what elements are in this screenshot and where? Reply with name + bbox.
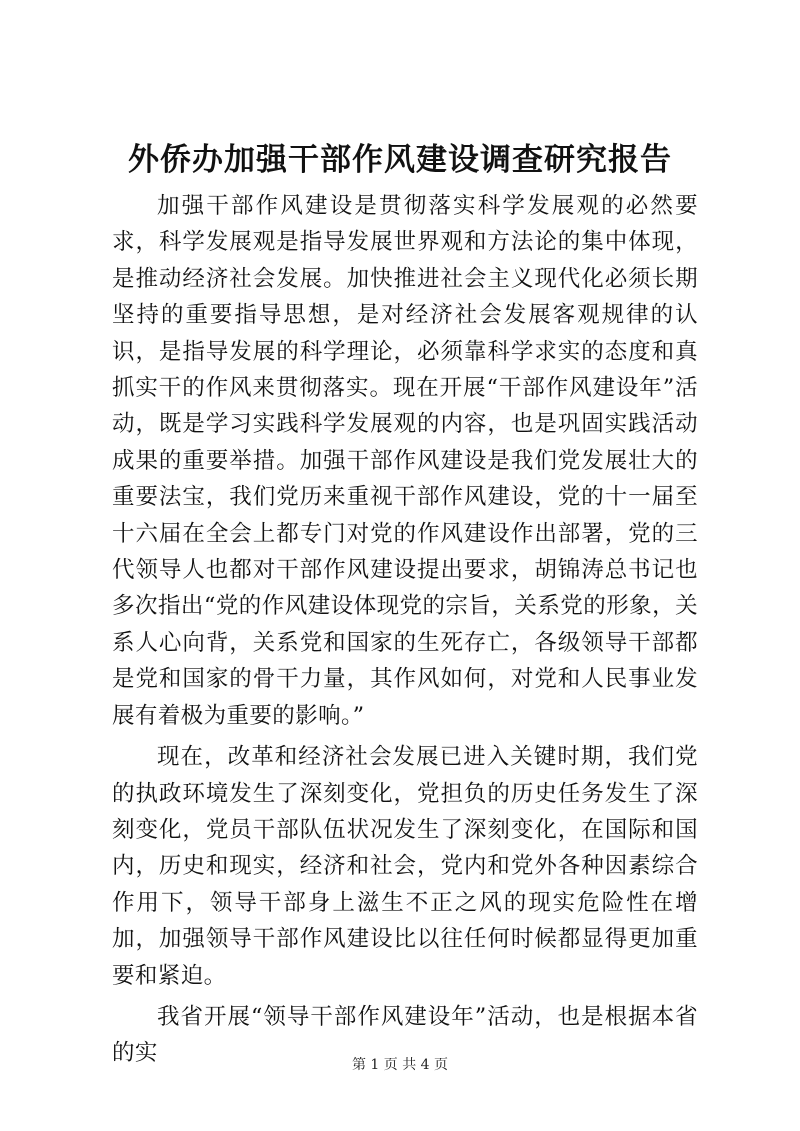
- document-body: [112, 188, 698, 1072]
- paragraph-1: 加强干部作风建设是贯彻落实科学发展观的必然要求，科学发展观是指导发展世界观和方法论的集中体现，是推动经济社会发展。加快推进社会主义现代化必须长期坚持的重要指导思想，是对经济社会发展客观规律的认识，是指导发展的科学理论，必须靠科学求实的态度和真抓实干的作风来贯彻落实。现在开展“干部作风建设年”活动，既是学习实践科学发展观的内容，也是巩固实践活动成果的重要举措。加强干部作风建设是我们党发展壮大的重要法宝，我们党历来重视干部作风建设，党的十一届至十六届在全会上都专门对党的作风建设作出部署，党的三代领导人也都对干部作风建设提出要求，胡锦涛总书记也多次指出“党的作风建设体现党的宗旨，关系党的形象，关系人心向背，关系党和国家的生死存亡，各级领导干部都是党和国家的骨干力量，其作风如何，对党和人民事业发展有着极为重要的影响。”: [112, 193, 698, 729]
- paragraph-2: 现在，改革和经济社会发展已进入关键时期，我们党的执政环境发生了深刻变化，党担负的历史任务发生了深刻变化，党员干部队伍状况发生了深刻变化，在国际和国内，历史和现实，经济和社会，党内和党外各种因素综合作用下，领导干部身上滋生不正之风的现实危险性在增加，加强领导干部作风建设比以往任何时候都显得更加重要和紧迫。: [112, 744, 698, 989]
- paragraph-3: 我省开展“领导干部作风建设年”活动，也是根据本省的实: [112, 1003, 698, 1067]
- document-title: 外侨办加强干部作风建设调查研究报告: [128, 142, 672, 178]
- page-number-footer: 第 1 页 共 4 页: [351, 1057, 449, 1073]
